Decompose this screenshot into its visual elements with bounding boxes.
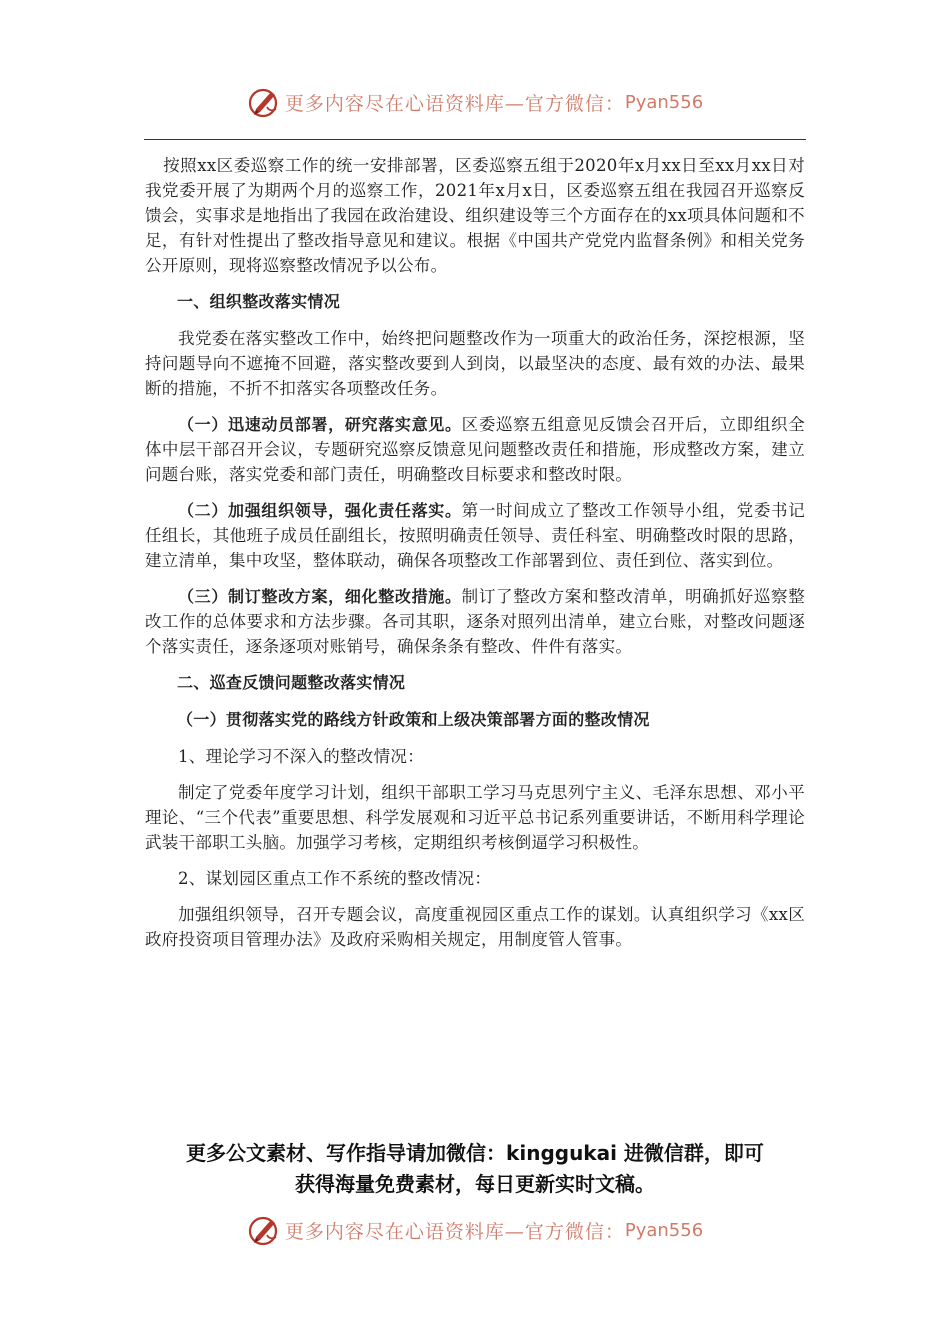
promo-line-2: 获得海量免费素材，每日更新实时文稿。 — [295, 1172, 655, 1196]
footer-banner-wechat-id: Pyan556 — [624, 1219, 704, 1241]
intro-paragraph: 按照xx区委巡察工作的统一安排部署，区委巡察五组于2020年x月xx日至xx月xx日对我党委开展了为期两个月的巡察工作，2021年x月x日，区委巡察五组在我园召开巡察反馈会，实事求是地指出了我园在政治建设、组织建设等三个方面存在的xx项具体问题和不足，有针对性提出了整改指导意见和建议。根据《中国共产党党内监督条例》和相关党务公开原则，现将巡察整改情况予以公布。 — [145, 156, 805, 275]
section-2-subheading: （一）贯彻落实党的路线方针政策和上级决策部署方面的整改情况 — [177, 710, 650, 729]
section-2-heading: 二、巡查反馈问题整改落实情况 — [177, 673, 406, 692]
item-1-text: 区委巡察五组意见反馈会召开后，立即组织全体中层干部召开会议，专题研究巡察反馈意见问题整改责任和措施，形成整改方案，建立问题台账，落实党委和部门责任，明确整改目标要求和整改时限。 — [145, 415, 806, 484]
pen-logo-icon — [247, 85, 281, 119]
item-2-paragraph — [145, 498, 805, 573]
item-1-lead: （一）迅速动员部署，研究落实意见。 — [178, 415, 462, 434]
section-1-paragraph: 我党委在落实整改工作中，始终把问题整改作为一项重大的政治任务，深挖根源，坚持问题导向不遮掩不回避，落实整改要到人到岗，以最坚决的态度、最有效的办法、最果断的措施，不折不扣落实各项整改任务。 — [145, 329, 805, 398]
section-1-heading: 一、组织整改落实情况 — [177, 292, 341, 311]
point-1-paragraph: 制定了党委年度学习计划，组织干部职工学习马克思列宁主义、毛泽东思想、邓小平理论、“三个代表”重要思想、科学发展观和习近平总书记系列重要讲话，不断用科学理论武装干部职工头脑。加强学习考核，定期组织考核倒逼学习积极性。 — [145, 783, 805, 852]
point-1-title: 1、理论学习不深入的整改情况： — [178, 747, 424, 766]
footer-banner-text: 更多内容尽在心语资料库—官方微信： — [284, 1220, 625, 1243]
banner-text: 更多内容尽在心语资料库—官方微信： — [284, 92, 625, 115]
pen-logo-icon — [247, 1213, 281, 1247]
item-3-paragraph — [145, 584, 805, 659]
banner-wechat-id: Pyan556 — [624, 91, 704, 113]
header-divider — [144, 139, 806, 140]
point-2-paragraph: 加强组织领导，召开专题会议，高度重视园区重点工作的谋划。认真组织学习《xx区政府投资项目管理办法》及政府采购相关规定，用制度管人管事。 — [145, 905, 805, 949]
promo-text — [0, 1138, 950, 1200]
item-3-lead: （三）制订整改方案，细化整改措施。 — [178, 587, 462, 606]
item-2-lead: （二）加强组织领导，强化责任落实。 — [178, 501, 462, 520]
item-1-paragraph — [145, 412, 805, 487]
item-3-text: 制订了整改方案和整改清单，明确抓好巡察整改工作的总体要求和方法步骤。各司其职，逐条对照列出清单，建立台账，对整改问题逐个落实责任，逐条逐项对账销号，确保条条有整改、件件有落实。 — [145, 587, 806, 656]
promo-line-1: 更多公文素材、写作指导请加微信：kinggukai 进微信群，即可 — [186, 1141, 764, 1165]
item-2-text: 第一时间成立了整改工作领导小组，党委书记任组长，其他班子成员任副组长，按照明确责任领导、责任科室、明确整改时限的思路，建立清单，集中攻坚，整体联动，确保各项整改工作部署到位、责任到位、落实到位。 — [145, 501, 806, 570]
document-body — [145, 153, 805, 963]
footer-banner — [0, 1210, 950, 1250]
point-2-title: 2、谋划园区重点工作不系统的整改情况： — [178, 869, 492, 888]
header-banner — [0, 82, 950, 122]
